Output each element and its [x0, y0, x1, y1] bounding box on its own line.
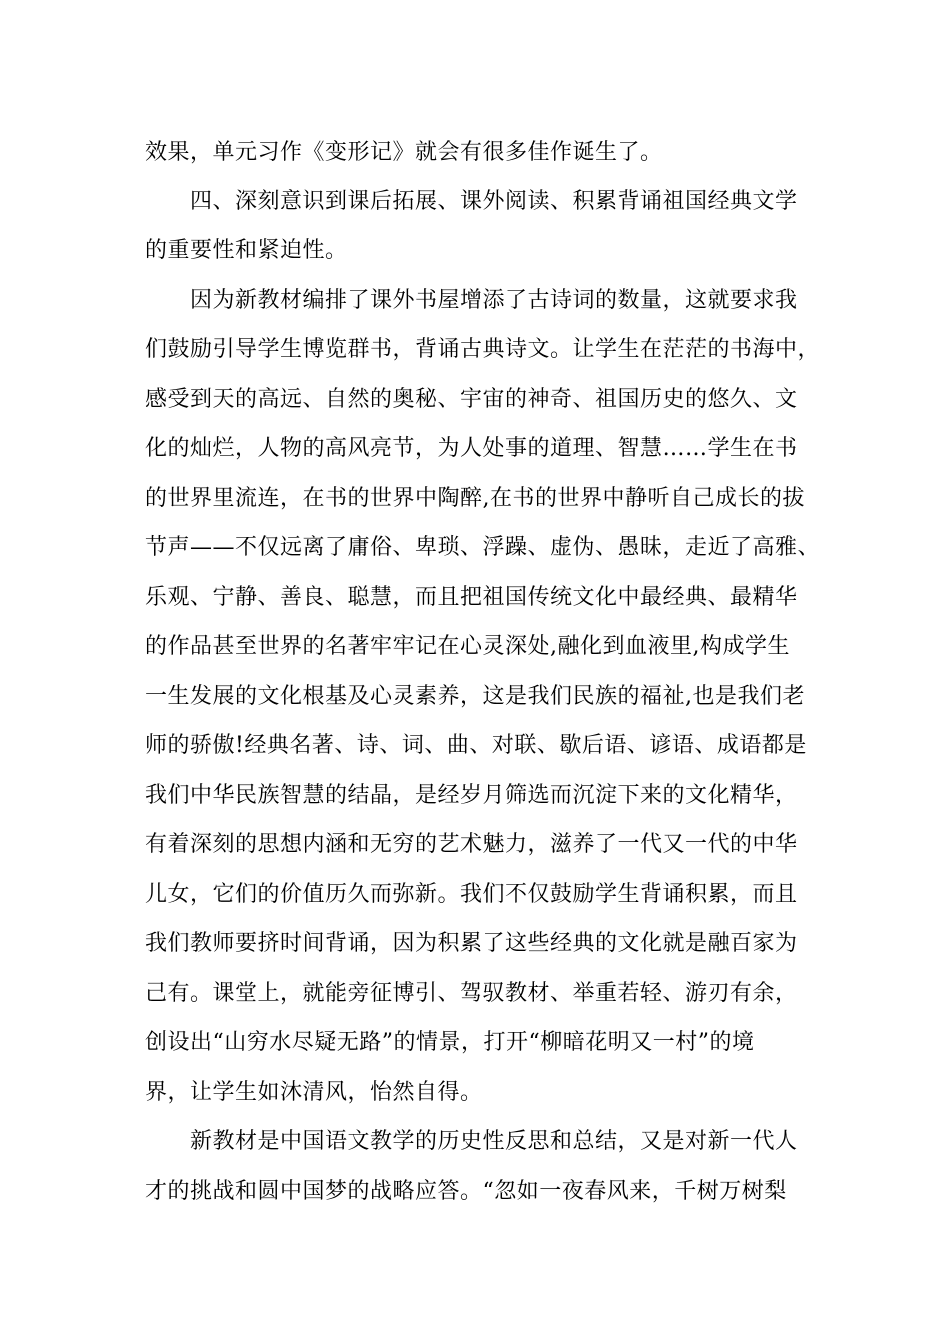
paragraph-line-6: 节声——不仅远离了庸俗、卑琐、浮躁、虚伪、愚昧，走近了高雅、 [145, 535, 821, 560]
closing-line-1: 新教材是中国语文教学的历史性反思和总结，又是对新一代人 [190, 1129, 798, 1154]
section-heading-line-2: 的重要性和紧迫性。 [145, 238, 348, 263]
text-line-1: 效果，单元习作《变形记》就会有很多佳作诞生了。 [145, 140, 663, 165]
paragraph-line-2: 们鼓励引导学生博览群书，背诵古典诗文。让学生在茫茫的书海中， [145, 337, 821, 362]
paragraph-line-4: 化的灿烂，人物的高风亮节，为人处事的道理、智慧……学生在书 [145, 436, 798, 461]
paragraph-line-16: 创设出“山穷水尽疑无路”的情景，打开“柳暗花明又一村”的境 [145, 1030, 755, 1055]
paragraph-line-3: 感受到天的高远、自然的奥秘、宇宙的神奇、祖国历史的悠久、文 [145, 387, 798, 412]
paragraph-line-8: 的作品甚至世界的名著牢牢记在心灵深处,融化到血液里,构成学生 [145, 634, 790, 659]
paragraph-line-13: 儿女，它们的价值历久而弥新。我们不仅鼓励学生背诵积累，而且 [145, 882, 798, 907]
paragraph-line-10: 师的骄傲!经典名著、诗、词、曲、对联、歇后语、谚语、成语都是 [145, 733, 807, 758]
paragraph-line-7: 乐观、宁静、善良、聪慧，而且把祖国传统文化中最经典、最精华 [145, 585, 798, 610]
section-heading-line-1: 四、深刻意识到课后拓展、课外阅读、积累背诵祖国经典文学 [190, 189, 798, 214]
closing-line-2: 才的挑战和圆中国梦的战略应答。“忽如一夜春风来，千树万树梨 [145, 1179, 787, 1204]
paragraph-line-5: 的世界里流连，在书的世界中陶醉,在书的世界中静听自己成长的拔 [145, 486, 805, 511]
paragraph-line-1: 因为新教材编排了课外书屋增添了古诗词的数量，这就要求我 [190, 288, 798, 313]
paragraph-line-12: 有着深刻的思想内涵和无穷的艺术魅力，滋养了一代又一代的中华 [145, 832, 798, 857]
paragraph-line-14: 我们教师要挤时间背诵，因为积累了这些经典的文化就是融百家为 [145, 931, 798, 956]
paragraph-line-17: 界，让学生如沐清风，怡然自得。 [145, 1080, 483, 1105]
paragraph-line-9: 一生发展的文化根基及心灵素养，这是我们民族的福祉,也是我们老 [145, 684, 805, 709]
paragraph-line-15: 己有。课堂上，就能旁征博引、驾驭教材、举重若轻、游刃有余， [145, 981, 798, 1006]
paragraph-line-11: 我们中华民族智慧的结晶，是经岁月筛选而沉淀下来的文化精华， [145, 783, 798, 808]
